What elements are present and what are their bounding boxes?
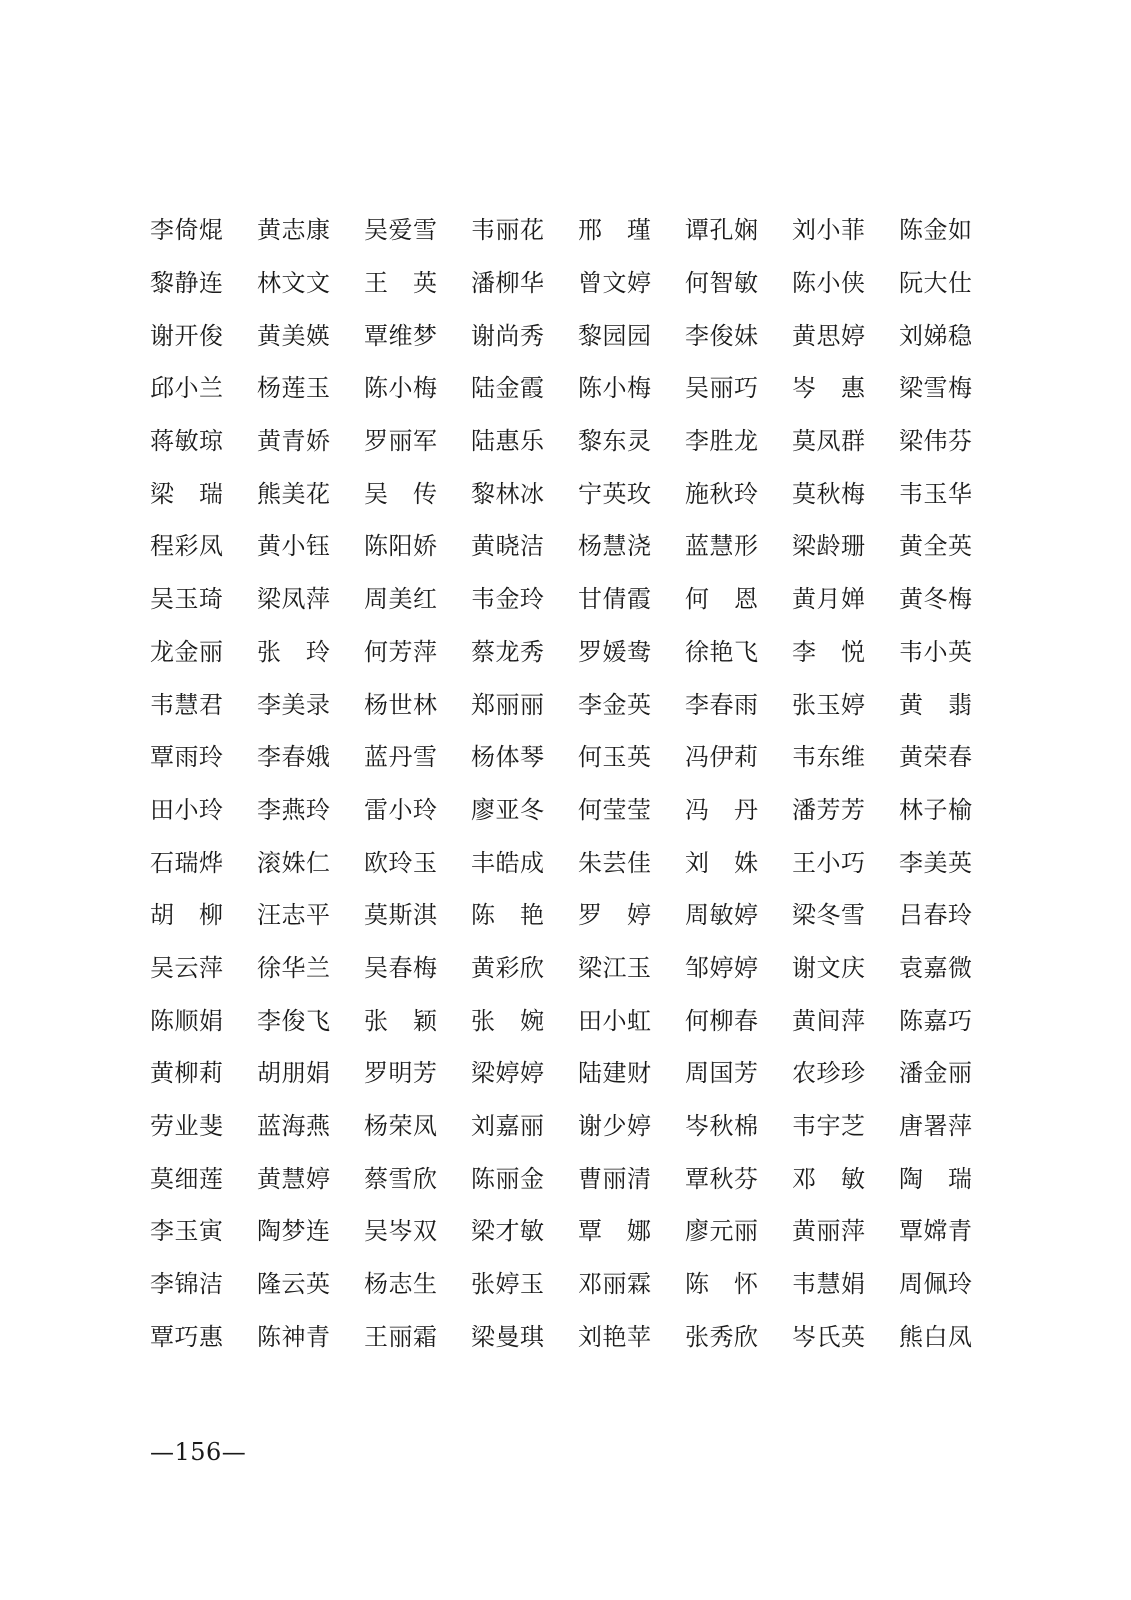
name-entry: 黎东灵 bbox=[578, 427, 652, 456]
name-entry: 何玉英 bbox=[578, 743, 652, 772]
name-entry: 王 英 bbox=[364, 269, 438, 298]
name-entry: 廖亚冬 bbox=[471, 795, 545, 824]
name-entry: 李倚焜 bbox=[150, 216, 224, 245]
name-entry: 李胜龙 bbox=[685, 427, 759, 456]
name-entry: 吴玉琦 bbox=[150, 585, 224, 614]
name-entry: 黄月婵 bbox=[792, 585, 866, 614]
name-entry: 陈 艳 bbox=[471, 901, 545, 930]
name-entry: 熊美花 bbox=[257, 479, 331, 508]
name-entry: 袁嘉微 bbox=[899, 953, 973, 982]
name-entry: 王丽霜 bbox=[364, 1322, 438, 1351]
name-entry: 陈小侠 bbox=[792, 269, 866, 298]
name-entry: 陈丽金 bbox=[471, 1164, 545, 1193]
name-entry: 李金英 bbox=[578, 690, 652, 719]
name-entry: 莫细莲 bbox=[150, 1164, 224, 1193]
name-entry: 韦玉华 bbox=[899, 479, 973, 508]
name-entry: 蓝丹雪 bbox=[364, 743, 438, 772]
name-entry: 黄全英 bbox=[899, 532, 973, 561]
name-entry: 陈小梅 bbox=[364, 374, 438, 403]
name-entry: 黄丽萍 bbox=[792, 1217, 866, 1246]
name-entry: 陈阳娇 bbox=[364, 532, 438, 561]
name-entry: 吴春梅 bbox=[364, 953, 438, 982]
name-entry: 杨世林 bbox=[364, 690, 438, 719]
name-entry: 张 玲 bbox=[257, 637, 331, 666]
name-entry: 蒋敏琼 bbox=[150, 427, 224, 456]
name-entry: 程彩凤 bbox=[150, 532, 224, 561]
name-list-grid bbox=[150, 204, 990, 1363]
name-entry: 谭孔娴 bbox=[685, 216, 759, 245]
name-entry: 梁凤萍 bbox=[257, 585, 331, 614]
name-entry: 陆建财 bbox=[578, 1059, 652, 1088]
name-entry: 黄晓洁 bbox=[471, 532, 545, 561]
name-entry: 陈嘉巧 bbox=[899, 1006, 973, 1035]
name-entry: 黄慧婷 bbox=[257, 1164, 331, 1193]
name-entry: 何莹莹 bbox=[578, 795, 652, 824]
name-entry: 莫斯淇 bbox=[364, 901, 438, 930]
name-entry: 张 颖 bbox=[364, 1006, 438, 1035]
name-entry: 黎静连 bbox=[150, 269, 224, 298]
name-entry: 唐署萍 bbox=[899, 1112, 973, 1141]
name-entry: 蔡雪欣 bbox=[364, 1164, 438, 1193]
name-entry: 吴爱雪 bbox=[364, 216, 438, 245]
name-entry: 李俊妹 bbox=[685, 321, 759, 350]
name-entry: 李锦洁 bbox=[150, 1270, 224, 1299]
name-entry: 梁曼琪 bbox=[471, 1322, 545, 1351]
name-entry: 阮大仕 bbox=[899, 269, 973, 298]
name-entry: 陶梦连 bbox=[257, 1217, 331, 1246]
name-entry: 韦东维 bbox=[792, 743, 866, 772]
name-entry: 罗媛鸯 bbox=[578, 637, 652, 666]
name-entry: 黎林冰 bbox=[471, 479, 545, 508]
name-entry: 林文文 bbox=[257, 269, 331, 298]
name-entry: 隆云英 bbox=[257, 1270, 331, 1299]
name-entry: 陈神青 bbox=[257, 1322, 331, 1351]
name-entry: 龙金丽 bbox=[150, 637, 224, 666]
name-entry: 黄小钰 bbox=[257, 532, 331, 561]
name-entry: 邢 瑾 bbox=[578, 216, 652, 245]
name-entry: 邓 敏 bbox=[792, 1164, 866, 1193]
name-entry: 丰皓成 bbox=[471, 848, 545, 877]
name-entry: 农珍珍 bbox=[792, 1059, 866, 1088]
name-entry: 覃 娜 bbox=[578, 1217, 652, 1246]
name-entry: 陆金霞 bbox=[471, 374, 545, 403]
name-entry: 韦宇芝 bbox=[792, 1112, 866, 1141]
name-entry: 李燕玲 bbox=[257, 795, 331, 824]
name-entry: 汪志平 bbox=[257, 901, 331, 930]
name-entry: 胡 柳 bbox=[150, 901, 224, 930]
name-entry: 廖元丽 bbox=[685, 1217, 759, 1246]
name-entry: 张婷玉 bbox=[471, 1270, 545, 1299]
name-entry: 梁龄珊 bbox=[792, 532, 866, 561]
name-entry: 刘嘉丽 bbox=[471, 1112, 545, 1141]
name-entry: 滚姝仁 bbox=[257, 848, 331, 877]
name-entry: 何智敏 bbox=[685, 269, 759, 298]
name-entry: 覃雨玲 bbox=[150, 743, 224, 772]
name-entry: 韦小英 bbox=[899, 637, 973, 666]
name-entry: 莫凤群 bbox=[792, 427, 866, 456]
name-entry: 韦金玲 bbox=[471, 585, 545, 614]
name-entry: 岑氏英 bbox=[792, 1322, 866, 1351]
name-entry: 蔡龙秀 bbox=[471, 637, 545, 666]
name-entry: 周敏婷 bbox=[685, 901, 759, 930]
name-entry: 杨志生 bbox=[364, 1270, 438, 1299]
name-entry: 陈小梅 bbox=[578, 374, 652, 403]
name-entry: 黎园园 bbox=[578, 321, 652, 350]
name-entry: 刘小菲 bbox=[792, 216, 866, 245]
name-entry: 陈 怀 bbox=[685, 1270, 759, 1299]
name-entry: 刘娣稳 bbox=[899, 321, 973, 350]
name-entry: 田小虹 bbox=[578, 1006, 652, 1035]
name-entry: 李美录 bbox=[257, 690, 331, 719]
name-entry: 覃嫦青 bbox=[899, 1217, 973, 1246]
name-entry: 韦丽花 bbox=[471, 216, 545, 245]
name-entry: 陈顺娟 bbox=[150, 1006, 224, 1035]
name-entry: 谢文庆 bbox=[792, 953, 866, 982]
name-entry: 杨体琴 bbox=[471, 743, 545, 772]
name-entry: 黄志康 bbox=[257, 216, 331, 245]
name-entry: 何 恩 bbox=[685, 585, 759, 614]
name-entry: 周国芳 bbox=[685, 1059, 759, 1088]
name-entry: 黄间萍 bbox=[792, 1006, 866, 1035]
name-entry: 谢开俊 bbox=[150, 321, 224, 350]
name-entry: 徐艳飞 bbox=[685, 637, 759, 666]
name-entry: 何芳萍 bbox=[364, 637, 438, 666]
name-entry: 黄彩欣 bbox=[471, 953, 545, 982]
name-entry: 韦慧君 bbox=[150, 690, 224, 719]
name-entry: 徐华兰 bbox=[257, 953, 331, 982]
name-entry: 甘倩霞 bbox=[578, 585, 652, 614]
name-entry: 岑 惠 bbox=[792, 374, 866, 403]
name-entry: 梁 瑞 bbox=[150, 479, 224, 508]
name-entry: 田小玲 bbox=[150, 795, 224, 824]
name-entry: 罗明芳 bbox=[364, 1059, 438, 1088]
name-entry: 杨慧浇 bbox=[578, 532, 652, 561]
name-entry: 吕春玲 bbox=[899, 901, 973, 930]
name-entry: 罗丽军 bbox=[364, 427, 438, 456]
name-entry: 覃维梦 bbox=[364, 321, 438, 350]
name-entry: 陆惠乐 bbox=[471, 427, 545, 456]
name-entry: 梁雪梅 bbox=[899, 374, 973, 403]
name-entry: 蓝海燕 bbox=[257, 1112, 331, 1141]
name-entry: 吴岑双 bbox=[364, 1217, 438, 1246]
name-entry: 谢少婷 bbox=[578, 1112, 652, 1141]
name-entry: 刘 姝 bbox=[685, 848, 759, 877]
name-entry: 何柳春 bbox=[685, 1006, 759, 1035]
name-entry: 冯 丹 bbox=[685, 795, 759, 824]
name-entry: 李美英 bbox=[899, 848, 973, 877]
name-entry: 周美红 bbox=[364, 585, 438, 614]
name-entry: 韦慧娟 bbox=[792, 1270, 866, 1299]
name-entry: 欧玲玉 bbox=[364, 848, 438, 877]
name-entry: 黄美媖 bbox=[257, 321, 331, 350]
name-entry: 莫秋梅 bbox=[792, 479, 866, 508]
name-entry: 郑丽丽 bbox=[471, 690, 545, 719]
name-entry: 冯伊莉 bbox=[685, 743, 759, 772]
name-entry: 曾文婷 bbox=[578, 269, 652, 298]
page-number: —156— bbox=[150, 1438, 247, 1466]
name-entry: 邓丽霖 bbox=[578, 1270, 652, 1299]
name-entry: 覃巧惠 bbox=[150, 1322, 224, 1351]
name-entry: 吴 传 bbox=[364, 479, 438, 508]
name-entry: 黄冬梅 bbox=[899, 585, 973, 614]
name-entry: 黄柳莉 bbox=[150, 1059, 224, 1088]
name-entry: 刘艳苹 bbox=[578, 1322, 652, 1351]
name-entry: 宁英玫 bbox=[578, 479, 652, 508]
name-entry: 石瑞烨 bbox=[150, 848, 224, 877]
name-entry: 梁伟芬 bbox=[899, 427, 973, 456]
name-entry: 劳业斐 bbox=[150, 1112, 224, 1141]
name-entry: 覃秋芬 bbox=[685, 1164, 759, 1193]
name-entry: 岑秋棉 bbox=[685, 1112, 759, 1141]
name-entry: 黄荣春 bbox=[899, 743, 973, 772]
name-entry: 黄思婷 bbox=[792, 321, 866, 350]
name-entry: 梁婷婷 bbox=[471, 1059, 545, 1088]
name-entry: 施秋玲 bbox=[685, 479, 759, 508]
name-entry: 吴云萍 bbox=[150, 953, 224, 982]
name-entry: 潘芳芳 bbox=[792, 795, 866, 824]
name-entry: 张 婉 bbox=[471, 1006, 545, 1035]
name-entry: 罗 婷 bbox=[578, 901, 652, 930]
name-entry: 熊白凤 bbox=[899, 1322, 973, 1351]
name-entry: 李春娥 bbox=[257, 743, 331, 772]
name-entry: 曹丽清 bbox=[578, 1164, 652, 1193]
name-entry: 吴丽巧 bbox=[685, 374, 759, 403]
name-entry: 谢尚秀 bbox=[471, 321, 545, 350]
name-entry: 杨荣凤 bbox=[364, 1112, 438, 1141]
name-entry: 梁江玉 bbox=[578, 953, 652, 982]
name-entry: 邱小兰 bbox=[150, 374, 224, 403]
name-entry: 黄青娇 bbox=[257, 427, 331, 456]
name-entry: 陶 瑞 bbox=[899, 1164, 973, 1193]
name-entry: 黄 翡 bbox=[899, 690, 973, 719]
name-entry: 梁冬雪 bbox=[792, 901, 866, 930]
name-entry: 胡朋娟 bbox=[257, 1059, 331, 1088]
name-entry: 王小巧 bbox=[792, 848, 866, 877]
name-entry: 周佩玲 bbox=[899, 1270, 973, 1299]
name-entry: 潘柳华 bbox=[471, 269, 545, 298]
name-entry: 朱芸佳 bbox=[578, 848, 652, 877]
name-entry: 杨莲玉 bbox=[257, 374, 331, 403]
name-entry: 梁才敏 bbox=[471, 1217, 545, 1246]
name-entry: 李俊飞 bbox=[257, 1006, 331, 1035]
name-entry: 陈金如 bbox=[899, 216, 973, 245]
name-entry: 邹婷婷 bbox=[685, 953, 759, 982]
name-entry: 潘金丽 bbox=[899, 1059, 973, 1088]
name-entry: 林子榆 bbox=[899, 795, 973, 824]
name-entry: 蓝慧形 bbox=[685, 532, 759, 561]
name-entry: 李春雨 bbox=[685, 690, 759, 719]
name-entry: 张玉婷 bbox=[792, 690, 866, 719]
name-entry: 雷小玲 bbox=[364, 795, 438, 824]
name-entry: 张秀欣 bbox=[685, 1322, 759, 1351]
name-entry: 李玉寅 bbox=[150, 1217, 224, 1246]
name-entry: 李 悦 bbox=[792, 637, 866, 666]
